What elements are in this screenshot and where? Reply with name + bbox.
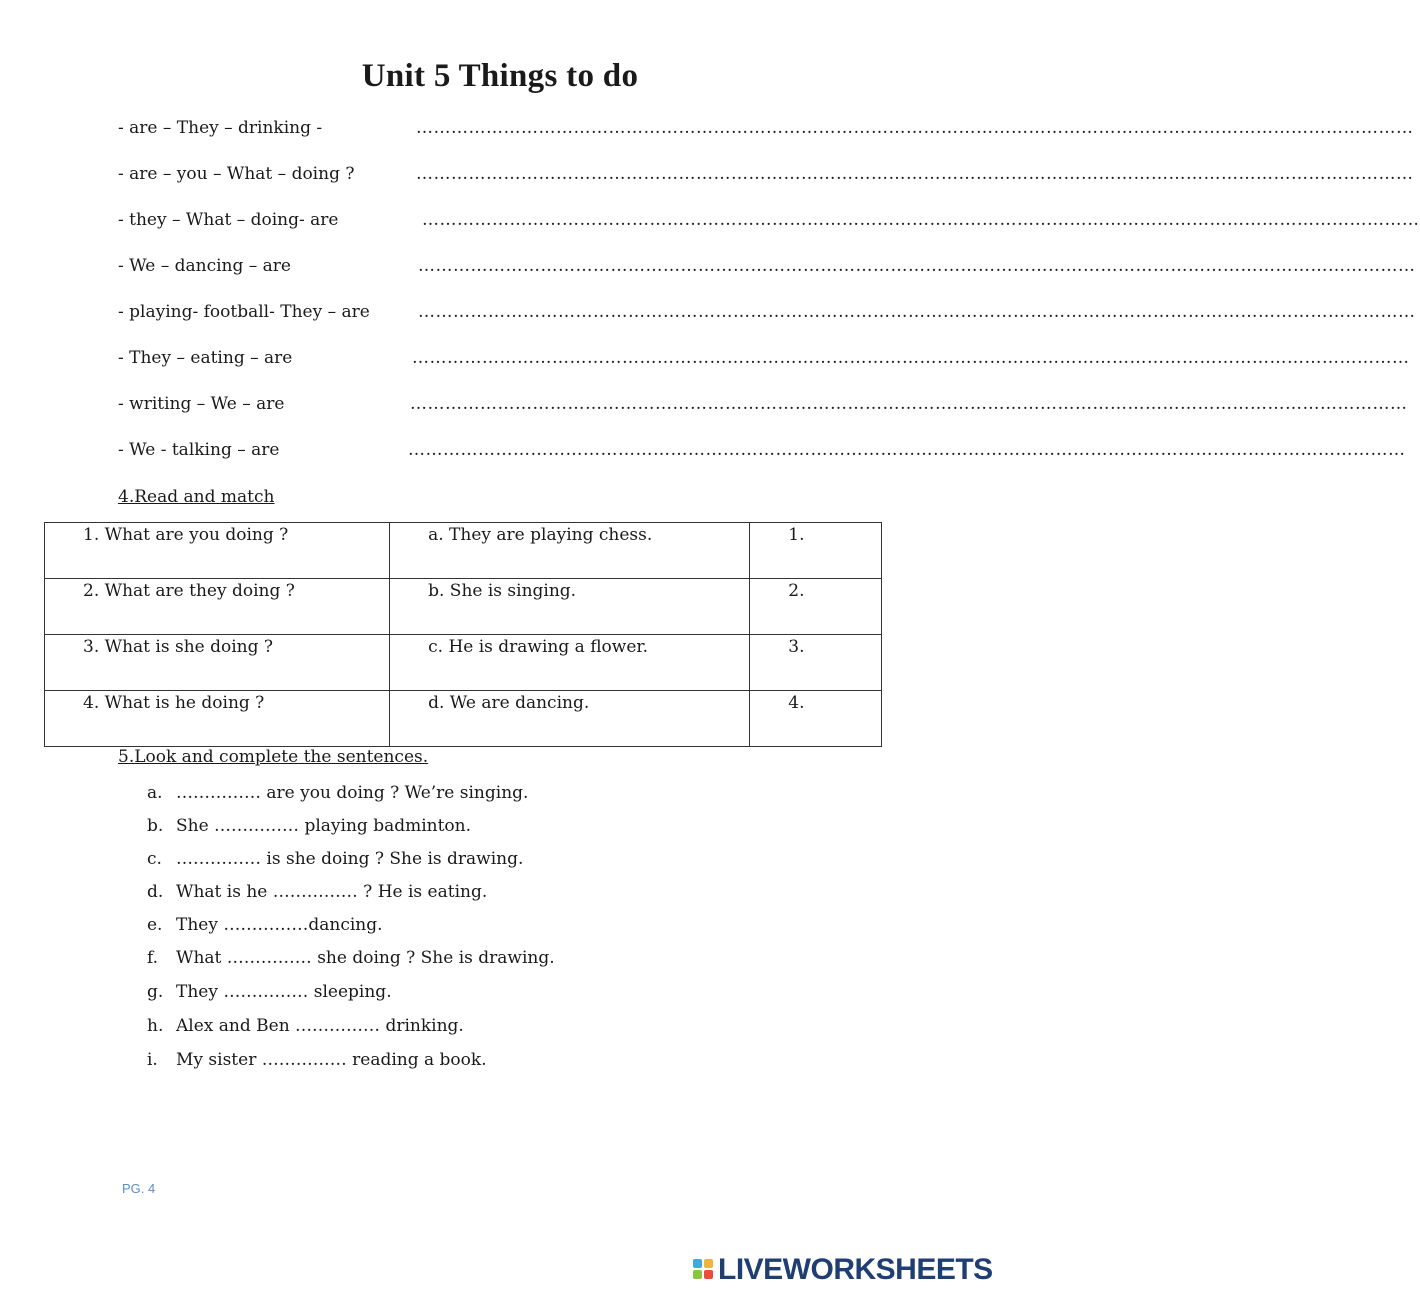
word-prompt: - We – dancing – are <box>118 256 291 276</box>
word-prompt: - are – you – What – doing ? <box>118 164 355 184</box>
key-number: 2. <box>788 581 805 601</box>
key-cell[interactable] <box>750 579 882 635</box>
item-letter: a. <box>147 783 163 803</box>
item-letter: g. <box>147 982 164 1002</box>
item-letter: c. <box>147 849 162 869</box>
word-prompt: - playing- football- They – are <box>118 302 370 322</box>
answer-blank[interactable]: ……………………………………………………………………………………………………………………………………………………… <box>412 348 1410 368</box>
answer-text: b. She is singing. <box>428 581 577 601</box>
item-letter: h. <box>147 1016 164 1036</box>
list-item <box>0 882 1000 908</box>
answer-blank[interactable]: ……………………………………………………………………………………………………………………………………………………… <box>418 256 1416 276</box>
item-sentence[interactable]: My sister …………… reading a book. <box>176 1050 487 1070</box>
item-sentence[interactable]: She …………… playing badminton. <box>176 816 472 836</box>
key-cell[interactable] <box>750 523 882 579</box>
question-text: 3. What is she doing ? <box>83 637 274 657</box>
question-cell <box>45 635 390 691</box>
question-text: 1. What are you doing ? <box>83 525 289 545</box>
word-prompt: - They – eating – are <box>118 348 293 368</box>
table-row <box>45 635 882 691</box>
page-title: Unit 5 Things to do <box>361 58 639 94</box>
table-row <box>45 579 882 635</box>
reorder-item <box>0 394 1408 422</box>
word-prompt: - writing – We – are <box>118 394 285 414</box>
reorder-item <box>0 118 1414 146</box>
word-prompt: - We - talking – are <box>118 440 280 460</box>
item-sentence[interactable]: What …………… she doing ? She is drawing. <box>176 948 555 968</box>
table-row <box>45 691 882 747</box>
item-sentence[interactable]: Alex and Ben …………… drinking. <box>176 1016 464 1036</box>
item-sentence[interactable]: …………… is she doing ? She is drawing. <box>176 849 524 869</box>
item-sentence[interactable]: They ……………dancing. <box>176 915 383 935</box>
section-heading-read-match: 4.Read and match <box>118 487 275 507</box>
item-sentence[interactable]: …………… are you doing ? We’re singing. <box>176 783 529 803</box>
reorder-item <box>0 302 1416 330</box>
answer-blank[interactable]: ……………………………………………………………………………………………………………………………………………………… <box>408 440 1406 460</box>
list-item <box>0 1050 1000 1076</box>
word-prompt: - they – What – doing- are <box>118 210 339 230</box>
list-item <box>0 982 1000 1008</box>
table-row <box>45 523 882 579</box>
match-table <box>44 522 882 747</box>
list-item <box>0 948 1000 974</box>
answer-cell <box>390 635 750 691</box>
key-number: 4. <box>788 693 805 713</box>
section-heading-complete: 5.Look and complete the sentences. <box>118 747 429 767</box>
question-cell <box>45 523 390 579</box>
answer-text: d. We are dancing. <box>428 693 590 713</box>
reorder-item <box>0 348 1410 376</box>
answer-blank[interactable]: ……………………………………………………………………………………………………………………………………………………… <box>422 210 1420 230</box>
item-letter: d. <box>147 882 164 902</box>
item-letter: e. <box>147 915 163 935</box>
answer-cell <box>390 579 750 635</box>
item-letter: b. <box>147 816 164 836</box>
list-item <box>0 915 1000 941</box>
key-cell[interactable] <box>750 635 882 691</box>
item-letter: f. <box>147 948 159 968</box>
answer-cell <box>390 523 750 579</box>
reorder-item <box>0 164 1414 192</box>
list-item <box>0 849 1000 875</box>
answer-blank[interactable]: ……………………………………………………………………………………………………………………………………………………… <box>410 394 1408 414</box>
key-number: 3. <box>788 637 805 657</box>
answer-blank[interactable]: ……………………………………………………………………………………………………………………………………………………… <box>416 118 1414 138</box>
item-sentence[interactable]: They …………… sleeping. <box>176 982 392 1002</box>
list-item <box>0 1016 1000 1042</box>
question-text: 4. What is he doing ? <box>83 693 265 713</box>
answer-text: c. He is drawing a flower. <box>428 637 649 657</box>
answer-text: a. They are playing chess. <box>428 525 653 545</box>
word-prompt: - are – They – drinking - <box>118 118 323 138</box>
key-number: 1. <box>788 525 805 545</box>
list-item <box>0 816 1000 842</box>
question-cell <box>45 691 390 747</box>
logo-text: LIVEWORKSHEETS <box>718 1253 993 1286</box>
answer-blank[interactable]: ……………………………………………………………………………………………………………………………………………………… <box>418 302 1416 322</box>
question-text: 2. What are they doing ? <box>83 581 295 601</box>
list-item <box>0 783 1000 809</box>
logo-icon <box>693 1257 715 1283</box>
key-cell[interactable] <box>750 691 882 747</box>
reorder-item <box>0 210 1420 238</box>
liveworksheets-logo[interactable] <box>693 1253 993 1287</box>
page-number: PG. 4 <box>122 1181 156 1196</box>
answer-cell <box>390 691 750 747</box>
reorder-item <box>0 256 1416 284</box>
item-sentence[interactable]: What is he …………… ? He is eating. <box>176 882 488 902</box>
question-cell <box>45 579 390 635</box>
item-letter: i. <box>147 1050 158 1070</box>
reorder-item <box>0 440 1406 468</box>
answer-blank[interactable]: ……………………………………………………………………………………………………………………………………………………… <box>416 164 1414 184</box>
